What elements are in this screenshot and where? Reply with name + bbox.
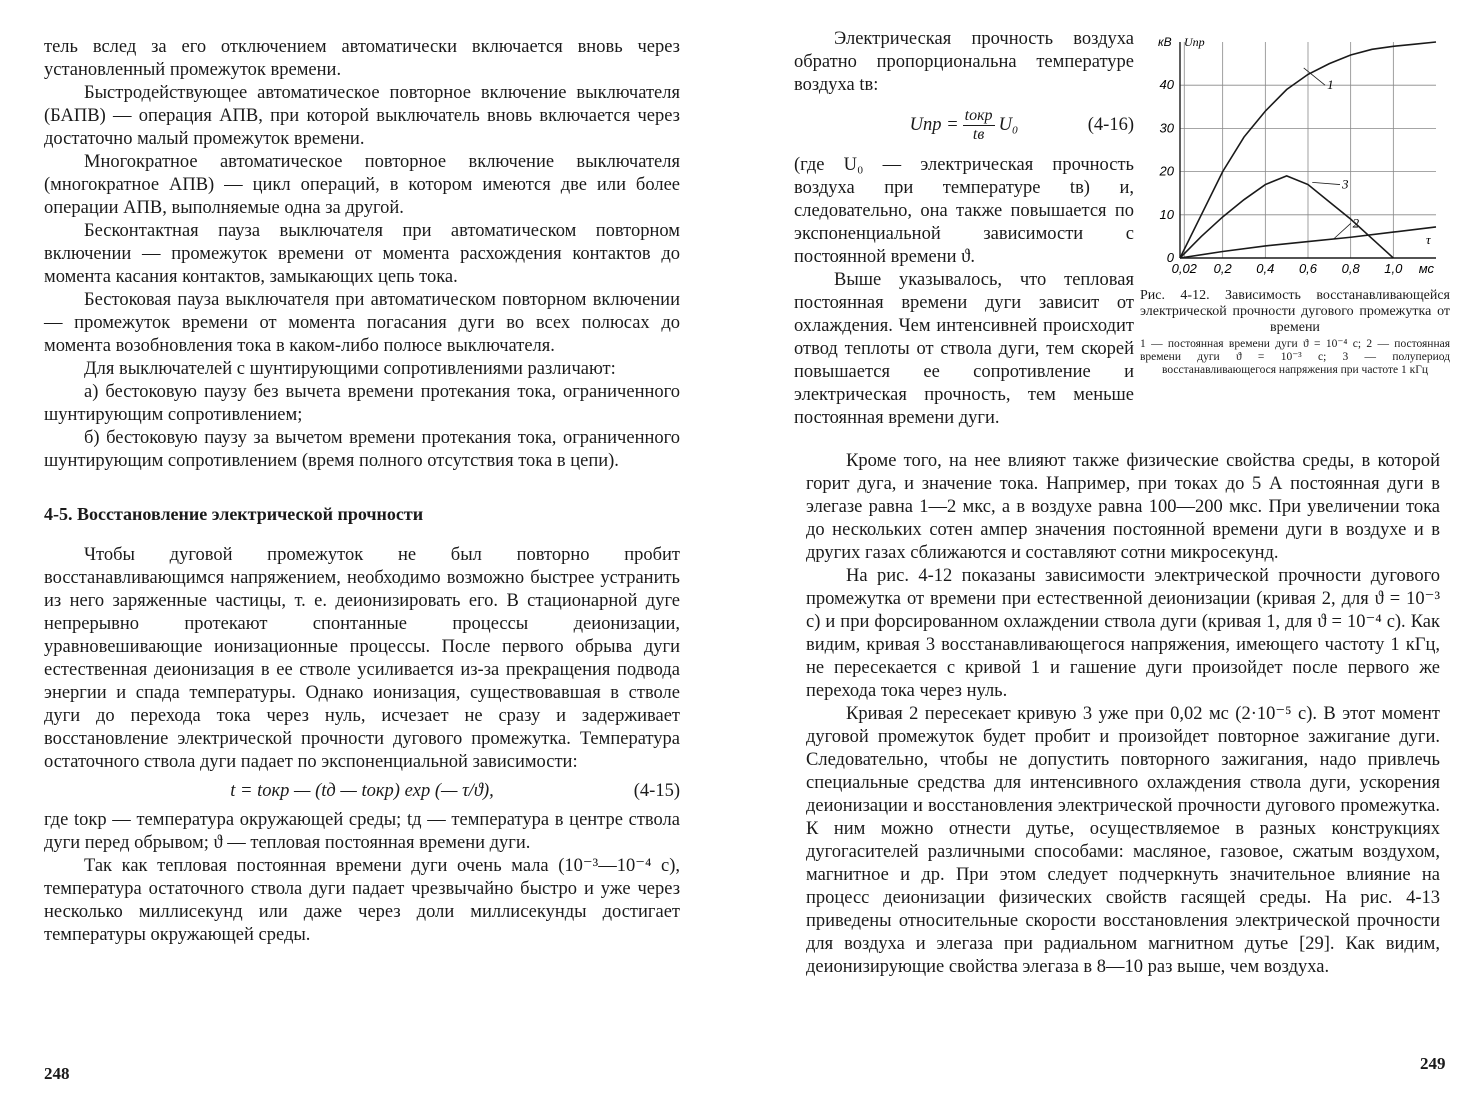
formula-4-15 <box>44 780 680 803</box>
page-number: 249 <box>1420 1054 1446 1073</box>
series-label: 2 <box>1352 215 1360 231</box>
paragraph: Кроме того, на нее влияют также физические свойства среды, в которой горит дуга, и значение тока. Например, при токах до 5 А постоянная дуги в элегазе равна 1—2 мкс, а в воздухе равна 100—200 мкс. При увеличении тока до нескольких сотен ампер значения постоянной времени дуги в воздухе и в других газах сближаются и составляют сотни микросекунд. <box>806 451 1440 563</box>
paragraph: Электрическая прочность воздуха обратно пропорциональна температуре воздуха tв: <box>794 29 1134 95</box>
paragraph: Бестоковая пауза выключателя при автоматическом повторном включении — промежуток времени от момента погасания дуги во всех полюсах до момента возобновления тока в каком-либо полюсе выключателя. <box>44 290 680 356</box>
x-tick-label: 1,0 <box>1384 261 1403 275</box>
x-tick-label: 0,4 <box>1256 261 1275 275</box>
series-leader-line <box>1334 223 1351 239</box>
y-tick-label: 40 <box>1159 77 1174 93</box>
page-number: 248 <box>44 1064 70 1083</box>
y-tick-label: 10 <box>1159 206 1174 222</box>
x-axis-unit: мс <box>1418 261 1434 275</box>
y-tick-label: 20 <box>1159 163 1174 179</box>
series-line-3 <box>1180 176 1393 258</box>
paragraph: Выше указывалось, что тепловая постоянная времени дуги зависит от охлаждения. Чем интенсивней происходит отвод теплоты от ствола дуги, тем скорей повышается ее сопротивление и электрическая прочность, тем меньше постоянная времени дуги. <box>794 270 1134 428</box>
y-tick-label: 0 <box>1166 250 1174 265</box>
right-page <box>740 0 1480 1120</box>
paragraph: Быстродействующее автоматическое повторное включение выключателя (БАПВ) — операция АПВ, при которой выключатель вновь включается через достаточно малый промежуток времени. <box>44 83 680 149</box>
formula-rhs: U₀ <box>998 115 1019 135</box>
right-narrow-column <box>794 28 1134 430</box>
x-tick-label: 0,8 <box>1341 261 1360 275</box>
paragraph: (где U₀ — электрическая прочность воздуха при температуре tв) и, следовательно, она также повышается по экспоненциальной зависимости с постоянной времени ϑ. <box>794 155 1134 267</box>
left-column <box>44 36 680 947</box>
formula-lhs: Uпр = <box>909 115 959 135</box>
section-heading: 4-5. Восстановление электрической прочности <box>44 504 424 524</box>
series-leader-line <box>1312 182 1340 184</box>
right-wide-column <box>806 450 1440 979</box>
formula-numerator: tокр <box>964 107 993 124</box>
formula-number: (4-15) <box>633 781 680 801</box>
paragraph: На рис. 4-12 показаны зависимости электрической прочности дугового промежутка от времени при естественной деионизации (кривая 2, для ϑ = 10⁻³ с) и при форсированном охлаждении ствола дуги (кривая 1, для ϑ = 10⁻⁴ с). Как видим, кривая 3 восстанавливающегося напряжения, имеющего частоту 1 кГц, не пересекается с кривой 1 и гашение дуги произойдет после первого же перехода тока через нуль. <box>806 566 1440 701</box>
figure-legend: 1 — постоянная времени дуги ϑ = 10⁻⁴ с; 2 — постоянная времени дуги ϑ = 10⁻³ с; 3 — полупериод восстанавливающегося напряжения при частоте 1 кГц <box>1140 338 1450 376</box>
y-tick-label: 30 <box>1159 120 1174 136</box>
y-axis-unit: кВ <box>1158 35 1172 49</box>
list-item: а) бестоковую паузу без вычета времени протекания тока, ограниченного шунтирующим сопротивлением; <box>44 382 680 425</box>
formula-fraction <box>963 107 995 144</box>
paragraph: Бесконтактная пауза выключателя при автоматическом повторном включении — промежуток времени от момента расхождения контактов до момента касания контактов, замыкающих цепь тока. <box>44 221 680 287</box>
x-axis-symbol: τ <box>1426 232 1431 247</box>
formula-number: (4-16) <box>1087 115 1134 135</box>
formula-4-16 <box>794 107 1134 144</box>
formula-denominator: tв <box>972 126 985 143</box>
formula-text: t = tокр — (tд — tокр) exp (— τ/ϑ), <box>230 781 494 801</box>
recovery-strength-chart <box>1140 30 1450 275</box>
paragraph: тель вслед за его отключением автоматически включается вновь через установленный промежуток времени. <box>44 37 680 80</box>
paragraph: Кривая 2 пересекает кривую 3 уже при 0,02 мс (2·10⁻⁵ с). В этот момент дуговой промежуток будет пробит и произойдет повторное зажигание дуги. Следовательно, чтобы не допустить повторного зажигания, надо привлечь специальные средства для интенсивного охлаждения ствола дуги, ускорения деионизации и восстановления электрической прочности дугового промежутка. К ним можно отнести дутье, осуществляемое в разных конструкциях дугогасителей различными способами: масляное, газовое, сжатым воздухом, магнитное и др. При этом следует подчеркнуть значительное влияние на процесс деионизации физических свойств гасящей среды. На рис. 4-13 приведены относительные скорости восстановления электрической прочности для воздуха и элегаза при радиальном магнитном дутье [29]. Как видим, деионизирующие свойства элегаза в 8—10 раз выше, чем воздуха. <box>806 704 1440 977</box>
list-item: б) бестоковую паузу за вычетом времени протекания тока, ограниченного шунтирующим сопротивлением (время полного отсутствия тока в цепи). <box>44 428 680 471</box>
series-label: 3 <box>1342 176 1349 192</box>
paragraph: где tокр — температура окружающей среды; tд — температура в центре ствола дуги перед обрывом; ϑ — тепловая постоянная времени дуги. <box>44 810 680 853</box>
x-tick-label: 0,2 <box>1213 261 1232 275</box>
paragraph: Так как тепловая постоянная времени дуги очень мала (10⁻³—10⁻⁴ с), температура остаточного ствола дуги падает чрезвычайно быстро и уже через несколько миллисекунд или даже через доли миллисекунды достигает температуры окружающей среды. <box>44 856 680 945</box>
figure-caption: Рис. 4-12. Зависимость восстанавливающейся электрической прочности дугового промежутка от времени <box>1140 288 1450 335</box>
paragraph: Многократное автоматическое повторное включение выключателя (многократное АПВ) — цикл операций, в котором имеются две или более операции АПВ, выполняемые одна за другой. <box>44 152 680 218</box>
paragraph: Для выключателей с шунтирующими сопротивлениями различают: <box>84 359 616 379</box>
x-tick-label: 0,02 <box>1171 261 1197 275</box>
series-label: 1 <box>1327 77 1334 93</box>
figure-4-12 <box>1140 30 1450 450</box>
x-tick-label: 0,6 <box>1298 261 1318 275</box>
paragraph: Чтобы дуговой промежуток не был повторно пробит восстанавливающимся напряжением, необходимо возможно быстрее устранить из него заряженные частицы, т. е. деионизировать его. В стационарной дуге непрерывно протекают спонтанные процессы деионизации, уравновешивающие ионизационные процессы. После первого обрыва дуги естественная деионизация в ее стволе усиливается из-за прекращения подвода энергии и спада температуры. Однако ионизация, существовавшая в стволе дуги до перехода тока через нуль, исчезает не сразу и задерживает восстановление электрической прочности дугового промежутка. Температура остаточного ствола дуги падает по экспоненциальной зависимости: <box>44 545 680 772</box>
y-axis-symbol: Uпр <box>1184 35 1205 49</box>
